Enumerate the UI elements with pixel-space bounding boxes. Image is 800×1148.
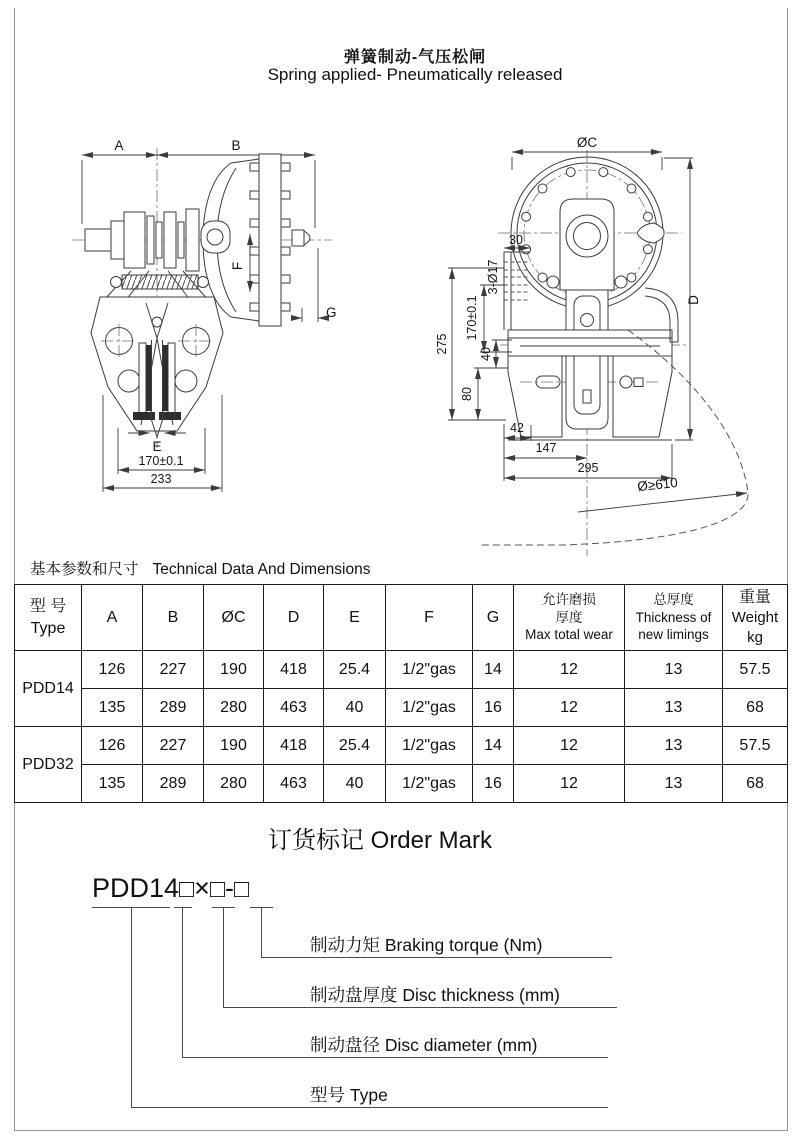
cell: 1/2"gas bbox=[386, 765, 473, 803]
cell: 418 bbox=[264, 727, 324, 765]
connector-horizontal-type bbox=[131, 1107, 608, 1108]
section-title-english: Technical Data And Dimensions bbox=[152, 561, 371, 578]
order-code-prefix: PDD14 bbox=[92, 873, 180, 903]
technical-drawings bbox=[0, 130, 800, 560]
col-header-b: B bbox=[143, 585, 204, 651]
dim-label-3d17: 3-Ø17 bbox=[486, 259, 500, 295]
cell: 135 bbox=[82, 689, 143, 727]
order-mark-title: 订货标记 Order Mark bbox=[267, 827, 492, 854]
table-row bbox=[15, 689, 788, 727]
cell: 280 bbox=[204, 689, 264, 727]
cell: 16 bbox=[473, 765, 514, 803]
cell: 126 bbox=[82, 727, 143, 765]
cell: 1/2"gas bbox=[386, 651, 473, 689]
dim-label-30: 30 bbox=[509, 233, 523, 247]
connector-horizontal-diameter bbox=[182, 1057, 608, 1058]
dim-label-d: D bbox=[686, 295, 701, 305]
order-label-type: 型号 Type bbox=[310, 1085, 388, 1105]
cell: 57.5 bbox=[723, 651, 788, 689]
connector-vertical-diameter bbox=[182, 907, 183, 1057]
cell: 68 bbox=[723, 689, 788, 727]
cell: 25.4 bbox=[324, 727, 386, 765]
order-code-box-thickness: □ bbox=[209, 875, 226, 903]
connector-horizontal-thickness bbox=[223, 1007, 617, 1008]
col-header-thickness: 总厚度 Thickness of new limings bbox=[625, 585, 723, 651]
right-view-drawing bbox=[435, 135, 748, 556]
dim-label-233: 233 bbox=[150, 472, 172, 486]
cell: 57.5 bbox=[723, 727, 788, 765]
dim-label-275: 275 bbox=[435, 333, 449, 355]
table-header-row bbox=[15, 585, 788, 651]
order-code-dash: - bbox=[225, 873, 235, 903]
cell: 135 bbox=[82, 765, 143, 803]
section-title-chinese: 基本参数和尺寸 bbox=[30, 561, 139, 578]
cell: 1/2"gas bbox=[386, 727, 473, 765]
order-code-box-diameter: □ bbox=[234, 875, 250, 903]
order-code-times: × bbox=[194, 873, 210, 903]
order-label-disc-thickness: 制动盘厚度 Disc thickness (mm) bbox=[310, 985, 560, 1005]
cell: 40 bbox=[324, 765, 386, 803]
col-header-g: G bbox=[473, 585, 514, 651]
col-header-d: D bbox=[264, 585, 324, 651]
order-label-disc-diameter: 制动盘径 Disc diameter (mm) bbox=[310, 1035, 538, 1055]
cell: 12 bbox=[514, 689, 625, 727]
table-row bbox=[15, 765, 788, 803]
page-title-chinese: 弹簧制动-气压松闸 bbox=[343, 49, 487, 66]
dim-label-oc: ØC bbox=[576, 135, 598, 150]
cell: 190 bbox=[204, 727, 264, 765]
order-mark-code bbox=[92, 870, 249, 907]
cell: 227 bbox=[143, 651, 204, 689]
cell: 190 bbox=[204, 651, 264, 689]
cell: 1/2"gas bbox=[386, 689, 473, 727]
order-code-box-torque: □ bbox=[179, 875, 195, 903]
left-view-drawing bbox=[72, 138, 337, 492]
cell: 12 bbox=[514, 727, 625, 765]
dim-label-170-right: 170±0.1 bbox=[465, 295, 479, 341]
cell: 13 bbox=[625, 765, 723, 803]
cell: 126 bbox=[82, 651, 143, 689]
col-header-max-wear: 允许磨损 厚度 Max total wear bbox=[514, 585, 625, 651]
col-header-type: 型 号 Type bbox=[15, 585, 82, 651]
dim-label-295: 295 bbox=[577, 461, 599, 475]
connector-vertical-type bbox=[131, 907, 132, 1107]
table-section-title bbox=[30, 557, 371, 579]
dim-label-f: F bbox=[230, 261, 245, 271]
dim-label-g: G bbox=[326, 305, 337, 320]
page-title-english: Spring applied- Pneumatically released bbox=[267, 65, 563, 84]
col-header-c: ØC bbox=[204, 585, 264, 651]
cell: 12 bbox=[514, 765, 625, 803]
cell: 289 bbox=[143, 765, 204, 803]
connector-horizontal-torque bbox=[261, 957, 612, 958]
cell: 68 bbox=[723, 765, 788, 803]
col-header-e: E bbox=[324, 585, 386, 651]
dim-label-b: B bbox=[231, 138, 241, 153]
cell: 25.4 bbox=[324, 651, 386, 689]
dim-label-170-left: 170±0.1 bbox=[138, 454, 184, 468]
col-header-weight: 重量 Weight kg bbox=[723, 585, 788, 651]
cell: 280 bbox=[204, 765, 264, 803]
cell: 418 bbox=[264, 651, 324, 689]
type-cell: PDD32 bbox=[15, 727, 82, 803]
col-header-a: A bbox=[82, 585, 143, 651]
connector-vertical-thickness bbox=[223, 907, 224, 1007]
connector-vertical-torque bbox=[261, 907, 262, 957]
cell: 13 bbox=[625, 651, 723, 689]
dim-label-e: E bbox=[152, 439, 162, 454]
dim-label-40: 40 bbox=[479, 347, 493, 361]
dim-label-a: A bbox=[114, 138, 124, 153]
cell: 16 bbox=[473, 689, 514, 727]
cell: 289 bbox=[143, 689, 204, 727]
dim-label-80: 80 bbox=[460, 387, 474, 401]
order-label-braking-torque: 制动力矩 Braking torque (Nm) bbox=[310, 935, 543, 955]
cell: 14 bbox=[473, 727, 514, 765]
dim-label-disc-diameter: Ø≥610 bbox=[636, 474, 679, 495]
cell: 463 bbox=[264, 765, 324, 803]
cell: 12 bbox=[514, 651, 625, 689]
table-row bbox=[15, 651, 788, 689]
type-cell: PDD14 bbox=[15, 651, 82, 727]
cell: 463 bbox=[264, 689, 324, 727]
dim-label-147: 147 bbox=[535, 441, 557, 455]
table-row bbox=[15, 727, 788, 765]
underline-box1 bbox=[174, 907, 192, 908]
cell: 13 bbox=[625, 689, 723, 727]
dim-label-42: 42 bbox=[510, 421, 524, 435]
col-header-f: F bbox=[386, 585, 473, 651]
cell: 227 bbox=[143, 727, 204, 765]
cell: 13 bbox=[625, 727, 723, 765]
cell: 14 bbox=[473, 651, 514, 689]
technical-data-table bbox=[14, 584, 788, 803]
cell: 40 bbox=[324, 689, 386, 727]
